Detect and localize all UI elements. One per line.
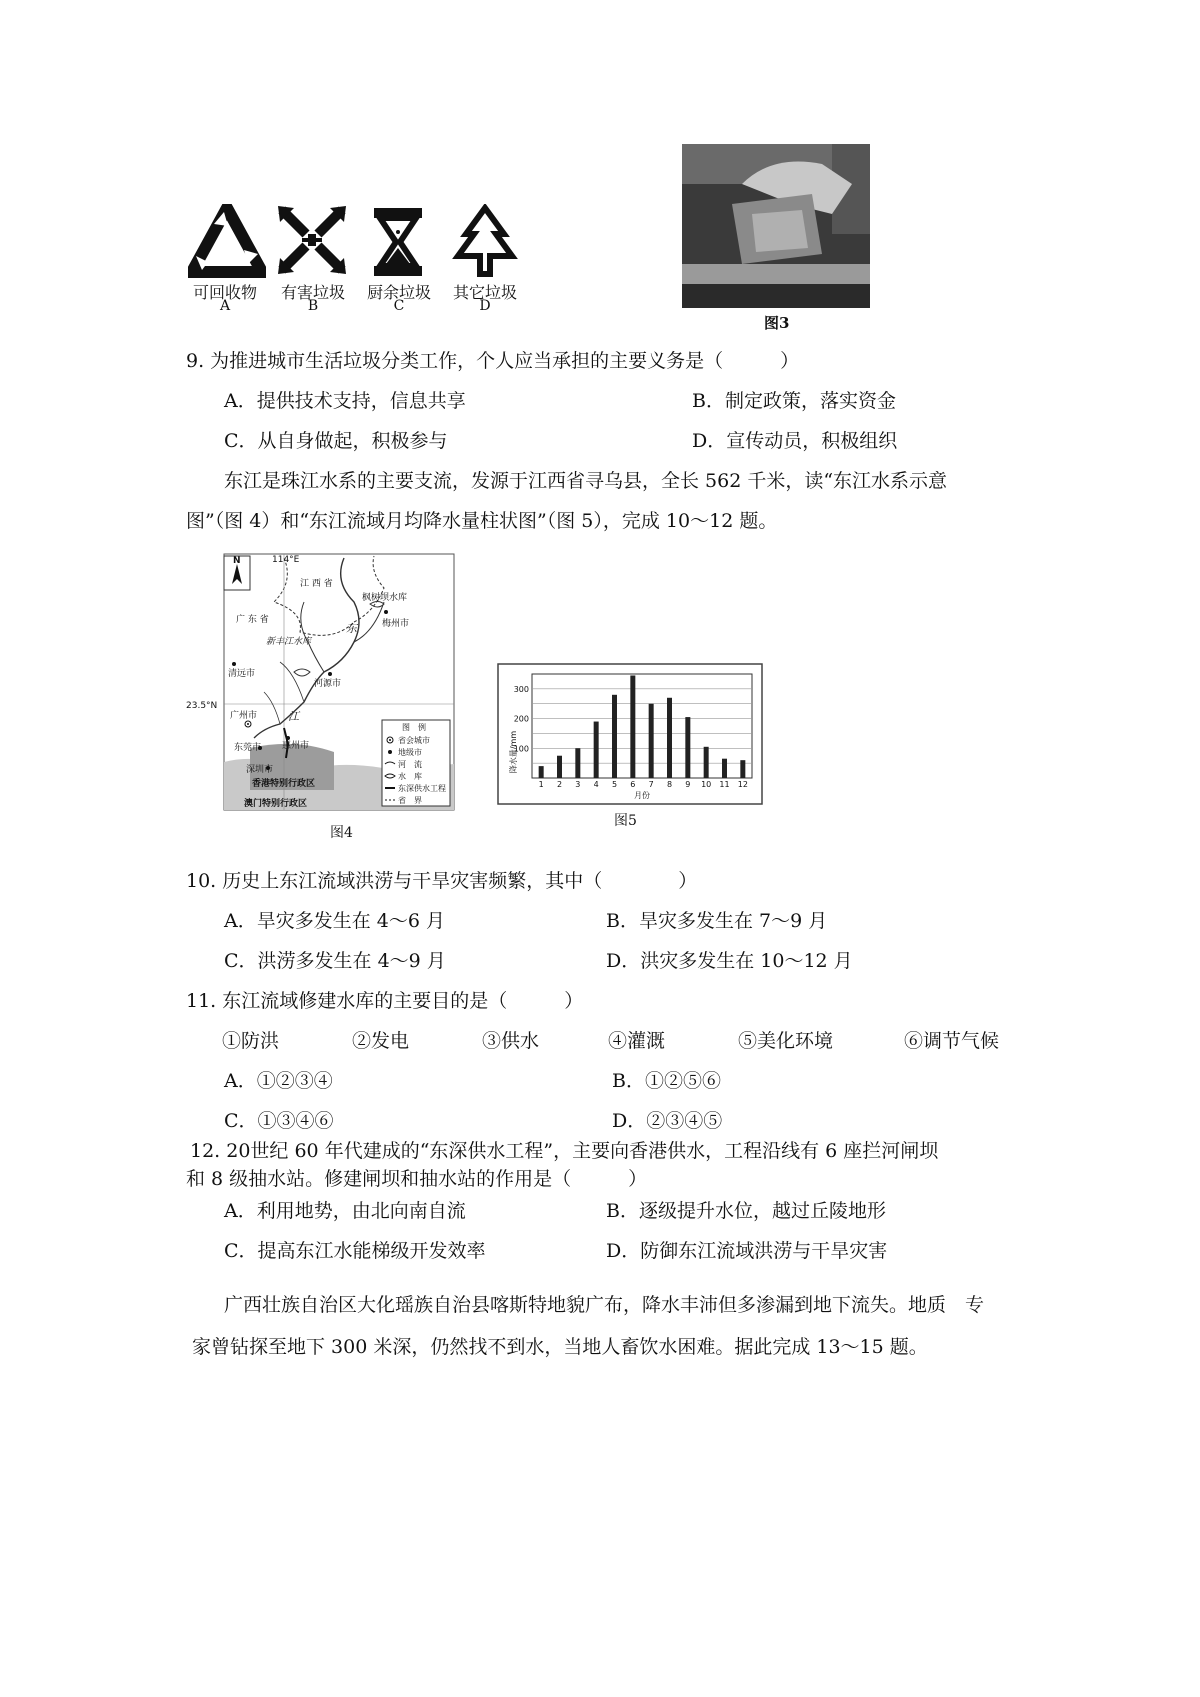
figure-4-caption: 图4 [330, 825, 353, 841]
question-9-option-d: D．宣传动员，积极组织 [692, 430, 898, 452]
map-label-jiangxi: 江 西 省 [300, 579, 333, 589]
chart-x-axis-label: 月份 [634, 791, 650, 800]
figure-5-caption: 图5 [614, 813, 637, 829]
symbol-label-d: 其它垃圾 [452, 283, 517, 302]
chart-bar [594, 722, 599, 778]
map-north-label: N [233, 556, 241, 566]
map-label-dongguan: 东莞市 [234, 743, 262, 753]
map-legend-item-2: 地级市 [398, 748, 422, 757]
chart-bar [630, 675, 635, 778]
question-11-option-c: C．①③④⑥ [224, 1110, 334, 1132]
kitchen-waste-icon [372, 206, 424, 278]
dongjiang-intro-line-2: 图”（图 4）和“东江流域月均降水量柱状图”（图 5），完成 10～12 题。 [186, 510, 778, 532]
symbol-label-a: 可回收物 [192, 283, 257, 302]
chart-bar [575, 748, 580, 778]
map-legend-item-1: 省会城市 [398, 736, 430, 745]
figure-3-photo [682, 144, 870, 308]
chart-bar [667, 698, 672, 778]
chart-x-tick-label: 10 [701, 780, 712, 789]
guangxi-intro-line-1: 广西壮族自治区大化瑶族自治县喀斯特地貌广布，降水丰沛但多渗漏到地下流失。地质 专 [224, 1294, 985, 1316]
map-label-shenzhen: 深圳市 [246, 765, 274, 775]
symbol-letter-c: C [393, 298, 405, 314]
question-11-option-a: A．①②③④ [224, 1070, 333, 1092]
map-latitude-label: 23.5°N [186, 701, 218, 711]
map-legend-item-4: 水 库 [398, 772, 422, 781]
map-label-macao: 澳门特别行政区 [244, 799, 308, 809]
chart-bar [740, 760, 745, 778]
map-label-meizhou: 梅州市 [382, 619, 410, 629]
symbol-letter-b: B [307, 298, 319, 314]
question-12-option-c: C．提高东江水能梯级开发效率 [224, 1240, 486, 1262]
map-longitude-label: 114°E [272, 555, 300, 565]
question-11-item-5: ⑤美化环境 [738, 1030, 834, 1052]
chart-bar [685, 717, 690, 778]
chart-bar [722, 759, 727, 778]
map-label-heyuan: 河源市 [314, 679, 342, 689]
chart-bar [557, 756, 562, 778]
question-10-option-c: C．洪涝多发生在 4～9 月 [224, 950, 446, 972]
dongjiang-intro-line-1: 东江是珠江水系的主要支流，发源于江西省寻乌县，全长 562 千米，读“东江水系示意 [224, 470, 948, 492]
garbage-symbols [180, 200, 560, 314]
map-legend-item-5: 东深供水工程 [398, 784, 446, 793]
map-legend-title: 图 例 [402, 723, 426, 732]
map-label-jiang: 江 [288, 710, 299, 723]
question-12-option-b: B．逐级提升水位，越过丘陵地形 [606, 1200, 886, 1222]
question-10-option-a: A．旱灾多发生在 4～6 月 [224, 910, 445, 932]
map-label-guangzhou: 广州市 [230, 711, 258, 721]
chart-x-tick-label: 7 [648, 780, 654, 789]
symbol-letter-a: A [219, 298, 231, 314]
recycle-icon [188, 204, 266, 278]
chart-bar [612, 695, 617, 778]
chart-x-tick-label: 6 [630, 780, 636, 789]
hazardous-icon [276, 204, 348, 276]
chart-y-tick-label: 100 [513, 744, 529, 754]
question-10-stem: 10. 历史上东江流域洪涝与干旱灾害频繁，其中（ ） [186, 870, 698, 892]
map-label-xinfengjiang: 新丰江水库 [266, 637, 312, 647]
question-12-line-2: 和 8 级抽水站。修建闸坝和抽水站的作用是（ ） [186, 1168, 648, 1190]
question-11-item-1: ①防洪 [222, 1030, 280, 1052]
question-9-stem: 9. 为推进城市生活垃圾分类工作，个人应当承担的主要义务是（ ） [186, 350, 800, 372]
question-11-item-4: ④灌溉 [608, 1030, 666, 1052]
question-11-stem: 11. 东江流域修建水库的主要目的是（ ） [186, 990, 584, 1012]
chart-x-tick-label: 1 [538, 780, 544, 789]
question-11-item-2: ②发电 [352, 1030, 410, 1052]
map-label-guangdong: 广 东 省 [236, 615, 269, 625]
chart-y-axis-label: 降水量/mm [509, 730, 518, 774]
chart-x-tick-label: 12 [737, 780, 748, 789]
question-12-option-a: A．利用地势，由北向南自流 [224, 1200, 466, 1222]
other-waste-icon [452, 204, 518, 278]
question-9-option-c: C．从自身做起，积极参与 [224, 430, 448, 452]
chart-x-tick-label: 5 [611, 780, 618, 789]
chart-x-tick-label: 9 [685, 780, 691, 789]
chart-x-tick-label: 11 [719, 780, 730, 789]
chart-x-tick-label: 2 [556, 780, 563, 789]
chart-x-tick-label: 8 [666, 780, 673, 789]
question-11-item-6: ⑥调节气候 [904, 1030, 1000, 1052]
figure-4-map [184, 552, 464, 816]
chart-bar [649, 704, 654, 778]
symbol-label-c: 厨余垃圾 [366, 283, 431, 302]
question-10-option-b: B．旱灾多发生在 7～9 月 [606, 910, 828, 932]
question-11-option-d: D．②③④⑤ [612, 1110, 723, 1132]
chart-x-tick-label: 3 [575, 780, 581, 789]
guangxi-intro-line-2: 家曾钻探至地下 300 米深，仍然找不到水，当地人畜饮水困难。据此完成 13～15 题。 [192, 1336, 928, 1358]
symbol-letter-d: D [479, 298, 491, 314]
question-9-option-a: A．提供技术支持，信息共享 [224, 390, 466, 412]
question-12-option-d: D．防御东江流域洪涝与干旱灾害 [606, 1240, 888, 1262]
map-label-qingyuan: 清远市 [228, 669, 256, 679]
map-legend-item-3: 河 流 [398, 760, 422, 769]
chart-y-tick-label: 300 [513, 684, 529, 694]
map-label-dong: 东 [346, 622, 357, 635]
figure-3-caption: 图3 [764, 314, 790, 332]
question-11-item-3: ③供水 [482, 1030, 540, 1052]
map-label-hongkong: 香港特别行政区 [252, 779, 316, 789]
map-legend-item-6: 省 界 [398, 796, 422, 805]
question-9-option-b: B．制定政策，落实资金 [692, 390, 896, 412]
chart-y-tick-label: 200 [513, 714, 529, 724]
symbol-label-b: 有害垃圾 [280, 283, 345, 302]
question-10-option-d: D．洪灾多发生在 10～12 月 [606, 950, 853, 972]
chart-bar [704, 747, 709, 778]
question-11-option-b: B．①②⑤⑥ [612, 1070, 721, 1092]
map-label-fengshuba: 枫树坝水库 [362, 593, 408, 603]
map-label-huizhou: 惠州市 [282, 741, 310, 751]
chart-x-tick-label: 4 [593, 780, 599, 789]
chart-bar [539, 766, 544, 778]
question-12-line-1: 12. 20世纪 60 年代建成的“东深供水工程”，主要向香港供水，工程沿线有 6 座拦河闸坝 [190, 1140, 939, 1162]
figure-5-chart [494, 660, 766, 808]
